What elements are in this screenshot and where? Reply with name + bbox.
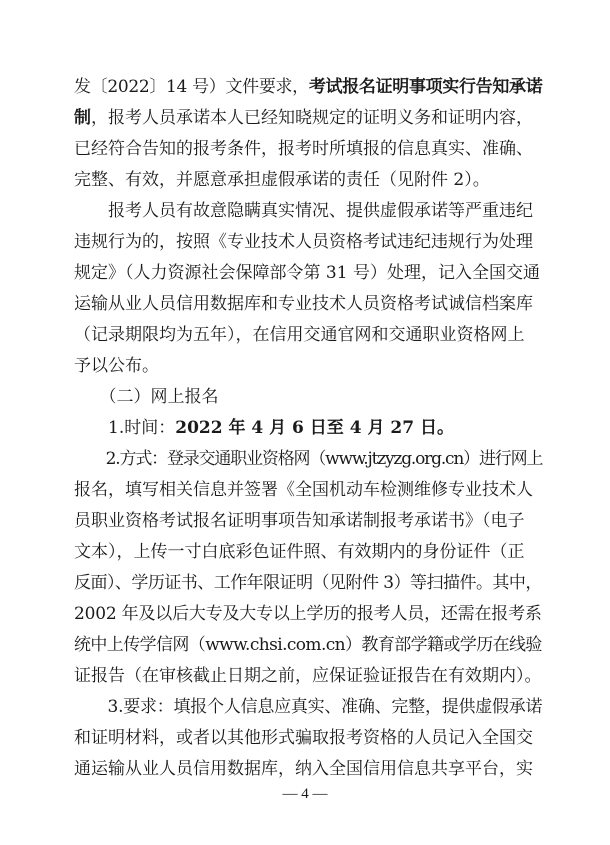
text-line	[74, 289, 542, 320]
text-line	[74, 227, 542, 258]
text-line	[74, 103, 542, 134]
text-segment: ，报考人员承诺本人已经知晓规定的证明义务和证明内容，	[91, 108, 533, 128]
text-line	[74, 692, 542, 723]
text-line	[74, 754, 542, 785]
text-line	[74, 134, 542, 165]
text-line	[74, 661, 542, 692]
text-segment: 3.要求：填报个人信息应真实、准确、完整，提供虚假承诺	[74, 697, 543, 717]
text-segment: 报名，填写相关信息并签署《全国机动车检测维修专业技术人	[74, 480, 533, 500]
text-line	[74, 382, 542, 413]
text-line	[74, 413, 542, 444]
text-segment: 违规行为的，按照《专业技术人员资格考试违纪违规行为处理	[74, 232, 533, 252]
text-line	[74, 165, 542, 196]
bold-text: 制	[74, 108, 91, 128]
text-line	[74, 599, 542, 630]
text-line	[74, 630, 542, 661]
text-segment: 运输从业人员信用数据库和专业技术人员资格考试诚信档案库	[74, 294, 533, 314]
text-segment: 2002 年及以后大专及大专以上学历的报考人员，还需在报考系	[74, 604, 542, 624]
text-segment: 反面）、学历证书、工作年限证明（见附件 3）等扫描件。其中，	[74, 573, 542, 593]
body-text	[74, 72, 542, 785]
text-line	[74, 258, 542, 289]
text-segment: （记录期限均为五年），在信用交通官网和交通职业资格网上	[74, 325, 525, 345]
text-line	[74, 537, 542, 568]
page-number: — 4 —	[282, 786, 328, 802]
text-segment: 2.方式：登录交通职业资格网（www.jtzyzg.org.cn）进行网上	[74, 449, 543, 469]
text-line	[74, 72, 542, 103]
text-segment: （二）网上报名	[74, 387, 219, 407]
text-segment: 文本），上传一寸白底彩色证件照、有效期内的身份证件（正	[74, 542, 525, 562]
text-segment: 1.时间：	[74, 418, 176, 438]
text-segment: 予以公布。	[74, 356, 159, 376]
text-line	[74, 506, 542, 537]
text-segment: 已经符合告知的报考条件，报考时所填报的信息真实、准确、	[74, 139, 533, 159]
text-line	[74, 351, 542, 382]
text-segment: 报考人员有故意隐瞒真实情况、提供虚假承诺等严重违纪	[74, 201, 533, 221]
text-segment: 统中上传学信网（www.chsi.com.cn）教育部学籍或学历在线验	[74, 635, 542, 655]
bold-text: 2022 年 4 月 6 日至 4 月 27 日。	[175, 418, 454, 438]
text-line	[74, 320, 542, 351]
text-segment: 和证明材料，或者以其他形式骗取报考资格的人员记入全国交	[74, 728, 533, 748]
text-segment: 证报告（在审核截止日期之前，应保证验证报告在有效期内）。	[74, 666, 542, 686]
text-segment: 通运输从业人员信用数据库，纳入全国信用信息共享平台，实	[74, 759, 533, 779]
text-line	[74, 723, 542, 754]
text-segment: 发〔2022〕14 号）文件要求，	[74, 77, 309, 97]
text-line	[74, 444, 542, 475]
text-segment: 规定》（人力资源社会保障部令第 31 号）处理，记入全国交通	[74, 263, 540, 283]
text-segment: 员职业资格考试报名证明事项告知承诺制报考承诺书》（电子	[74, 511, 525, 531]
text-line	[74, 196, 542, 227]
bold-text: 考试报名证明事项实行告知承诺	[308, 77, 543, 97]
text-line	[74, 475, 542, 506]
text-segment: 完整、有效，并愿意承担虚假承诺的责任（见附件 2）。	[74, 170, 490, 190]
text-line	[74, 568, 542, 599]
